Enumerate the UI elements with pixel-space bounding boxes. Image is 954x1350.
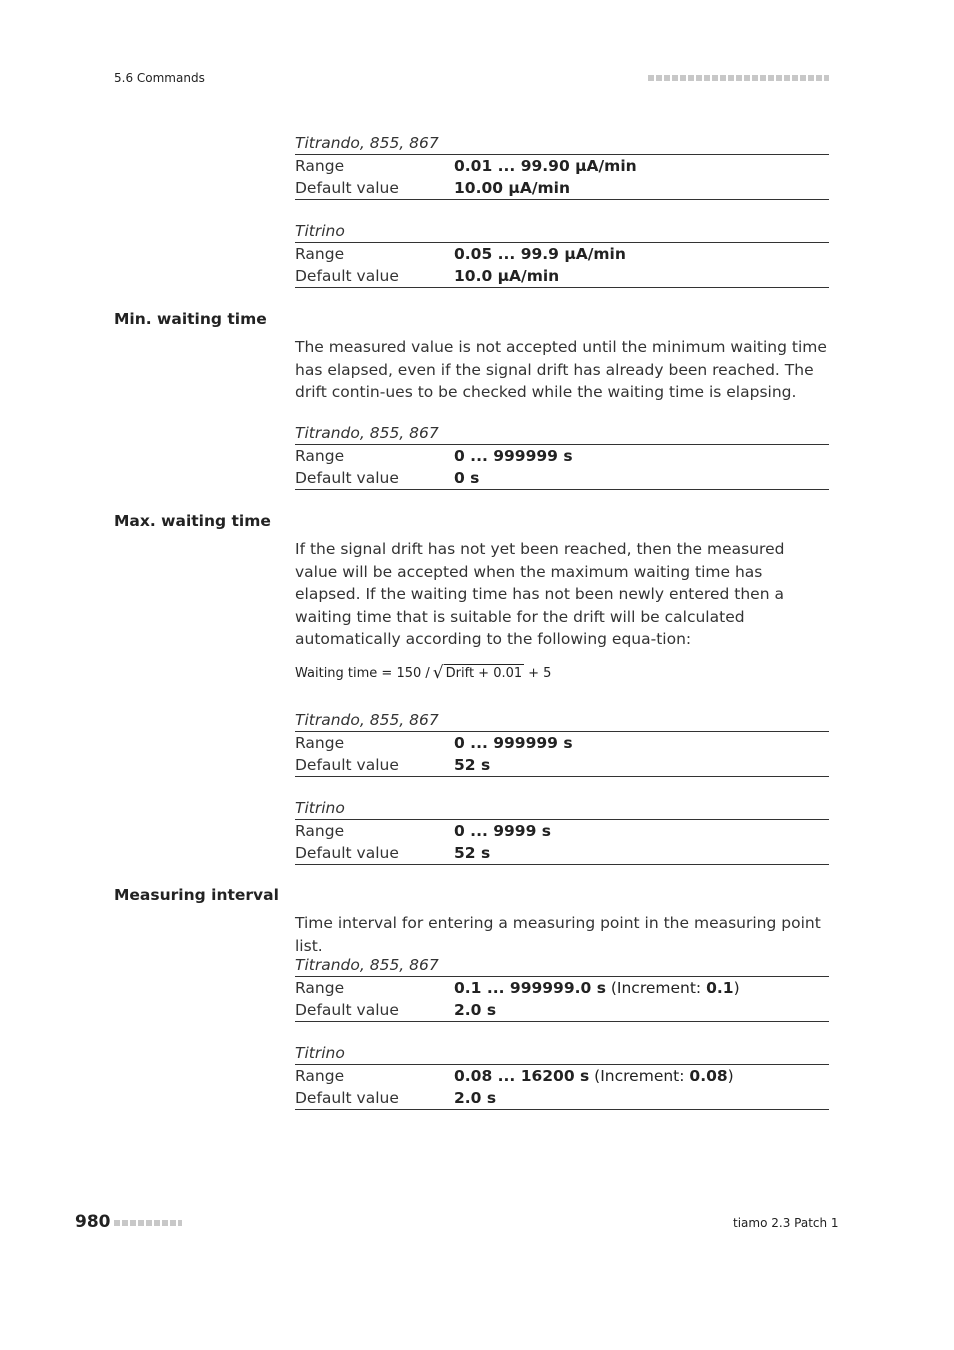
table-bottom-rule <box>295 287 829 288</box>
square-root-symbol: √ <box>432 663 444 683</box>
table-caption: Titrino <box>295 1042 829 1065</box>
min-waiting-table-titrando <box>295 422 829 490</box>
section-title-max-waiting-time: Max. waiting time <box>114 512 271 530</box>
section-title-measuring-interval: Measuring interval <box>114 886 279 904</box>
row-value: 10.00 µA/min <box>454 179 570 197</box>
table-caption: Titrino <box>295 797 829 820</box>
table-bottom-rule <box>295 1109 829 1110</box>
table-row <box>295 177 829 199</box>
increment-value: 0.1 <box>706 979 734 997</box>
row-label: Default value <box>295 844 399 862</box>
row-value: 0 ... 9999 s <box>454 822 552 840</box>
table-row <box>295 155 829 177</box>
row-label: Default value <box>295 179 399 197</box>
row-label: Range <box>295 157 345 175</box>
increment-label: Increment: <box>600 1067 685 1085</box>
table-row <box>295 467 829 489</box>
page-number: 980 <box>75 1212 111 1232</box>
table-row <box>295 732 829 754</box>
table-bottom-rule <box>295 776 829 777</box>
row-value: 0.08 ... 16200 s <box>454 1067 590 1085</box>
table-row <box>295 754 829 776</box>
section-title-min-waiting-time: Min. waiting time <box>114 310 267 328</box>
table-row <box>295 265 829 287</box>
measuring-interval-description: Time interval for entering a measuring point in the measuring point list. <box>295 914 821 955</box>
drift-table-titrando <box>295 132 829 200</box>
table-row <box>295 820 829 842</box>
table-row <box>295 243 829 265</box>
row-value: 52 s <box>454 756 491 774</box>
table-row: Range 0.1 ... 999999.0 s (Increment: 0.1) <box>295 979 740 997</box>
table-bottom-rule <box>295 489 829 490</box>
running-header-section: 5.6 Commands <box>114 71 205 85</box>
row-label: Default value <box>295 756 399 774</box>
increment-label: Increment: <box>616 979 702 997</box>
row-value: 2.0 s <box>454 1001 497 1019</box>
measuring-interval-table-titrando <box>295 954 829 1022</box>
table-caption: Titrando, 855, 867 <box>295 709 829 732</box>
row-label: Range <box>295 447 345 465</box>
max-waiting-table-titrino <box>295 797 829 865</box>
table-row <box>295 445 829 467</box>
row-label: Range <box>295 245 345 263</box>
row-value: 0 ... 999999 s <box>454 447 573 465</box>
row-label: Range <box>295 1067 345 1085</box>
table-caption: Titrando, 855, 867 <box>295 132 829 155</box>
table-row <box>295 1087 829 1109</box>
table-bottom-rule <box>295 199 829 200</box>
waiting-time-equation <box>295 664 551 682</box>
increment-value: 0.08 <box>689 1067 728 1085</box>
row-label: Default value <box>295 1001 399 1019</box>
table-caption: Titrando, 855, 867 <box>295 954 829 977</box>
row-label: Default value <box>295 267 399 285</box>
table-bottom-rule <box>295 1021 829 1022</box>
row-label: Range <box>295 822 345 840</box>
equation-radicand: Drift + 0.01 <box>445 666 523 681</box>
row-value: 0 s <box>454 469 480 487</box>
row-value: 0.1 ... 999999.0 s <box>454 979 606 997</box>
max-waiting-description: If the signal drift has not yet been reached, then the measured value will be accepted when the maximum waiting time has elapsed. If the waiting time has not been newly entered then a waiting time that is suitable for the drift will be calculated automatically according to the following equa-tion: <box>295 540 785 648</box>
row-value: 0.01 ... 99.90 µA/min <box>454 157 637 175</box>
row-label: Range <box>295 979 345 997</box>
row-value: 2.0 s <box>454 1089 497 1107</box>
table-caption: Titrino <box>295 220 829 243</box>
row-label: Default value <box>295 469 399 487</box>
footer-product-name: tiamo 2.3 Patch 1 <box>733 1216 839 1230</box>
row-label: Range <box>295 734 345 752</box>
table-row <box>295 842 829 864</box>
row-value: 0 ... 999999 s <box>454 734 573 752</box>
row-value: 10.0 µA/min <box>454 267 560 285</box>
max-waiting-table-titrando <box>295 709 829 777</box>
equation-rhs: + 5 <box>528 666 552 681</box>
equation-lhs: Waiting time = 150 / <box>295 666 430 681</box>
row-value: 52 s <box>454 844 491 862</box>
table-row <box>295 999 829 1021</box>
row-value: 0.05 ... 99.9 µA/min <box>454 245 626 263</box>
min-waiting-description: The measured value is not accepted until the minimum waiting time has elapsed, even if the signal drift has already been reached. The drift contin-ues to be checked while the waiting time is elapsing. <box>295 338 827 401</box>
table-caption: Titrando, 855, 867 <box>295 422 829 445</box>
header-dot-bar <box>648 75 829 81</box>
row-label: Default value <box>295 1089 399 1107</box>
table-row: Range 0.08 ... 16200 s (Increment: 0.08) <box>295 1067 734 1085</box>
table-bottom-rule <box>295 864 829 865</box>
measuring-interval-table-titrino <box>295 1042 829 1110</box>
drift-table-titrino <box>295 220 829 288</box>
footer-dot-bar <box>114 1220 182 1226</box>
